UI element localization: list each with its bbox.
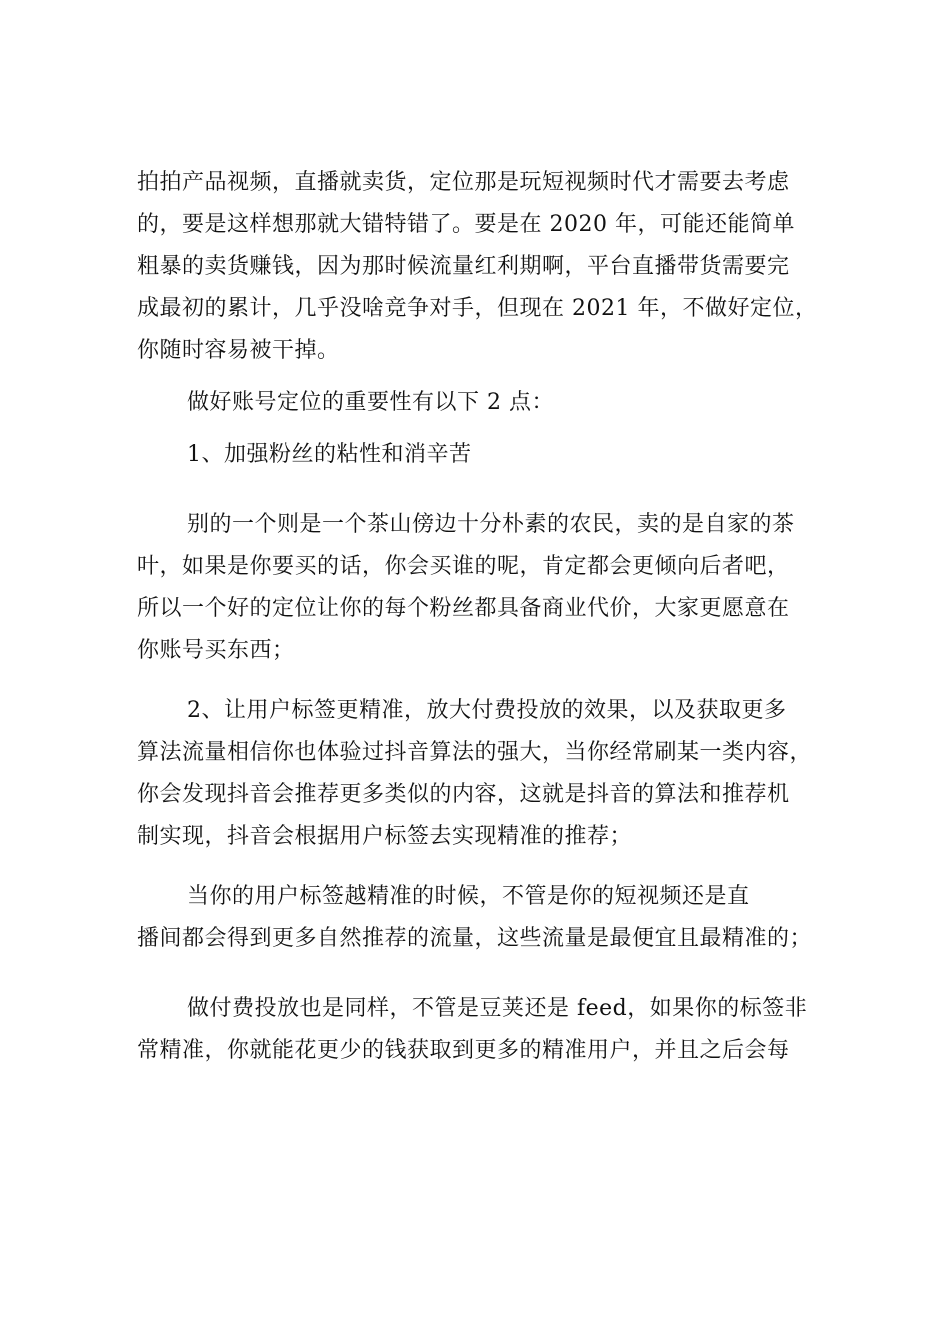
paragraph-importance — [137, 382, 841, 424]
paragraph-paid-ads — [137, 988, 841, 1072]
text-line: 当你的用户标签越精准的时候，不管是你的短视频还是直 — [187, 884, 750, 909]
text-line: 成最初的累计，几乎没啥竞争对手，但现在 2021 年，不做好定位， — [137, 296, 818, 321]
text-line: 播间都会得到更多自然推荐的流量，这些流量是最便宜且最精准的； — [137, 926, 813, 951]
text-line: 粗暴的卖货赚钱，因为那时候流量红利期啊，平台直播带货需要完 — [137, 254, 790, 279]
text-line: 制实现，抖音会根据用户标签去实现精准的推荐； — [137, 824, 633, 849]
text-line: 算法流量相信你也体验过抖音算法的强大，当你经常刷某一类内容， — [137, 740, 813, 765]
text-line: 的，要是这样想那就大错特错了。要是在 2020 年，可能还能简单 — [137, 212, 795, 237]
paragraph-example — [137, 504, 841, 672]
text-line: 你会发现抖音会推荐更多类似的内容，这就是抖音的算法和推荐机 — [137, 782, 790, 807]
text-line: 常精准，你就能花更少的钱获取到更多的精准用户，并且之后会每 — [137, 1038, 790, 1063]
text-line: 做付费投放也是同样，不管是豆荚还是 feed，如果你的标签非 — [187, 996, 808, 1021]
text-line: 2、让用户标签更精准，放大付费投放的效果，以及获取更多 — [187, 698, 787, 723]
text-line: 做好账号定位的重要性有以下 2 点： — [187, 390, 554, 415]
text-line: 所以一个好的定位让你的每个粉丝都具备商业代价，大家更愿意在 — [137, 596, 790, 621]
text-line: 拍拍产品视频，直播就卖货，定位那是玩短视频时代才需要去考虑 — [137, 170, 790, 195]
text-line: 你随时容易被干掉。 — [137, 338, 340, 363]
text-line: 别的一个则是一个茶山傍边十分朴素的农民，卖的是自家的茶 — [187, 512, 795, 537]
text-line: 你账号买东西； — [137, 638, 295, 663]
text-line: 1、加强粉丝的粘性和消辛苦 — [187, 442, 472, 467]
heading-point-1 — [137, 434, 841, 476]
paragraph-user-tags — [137, 876, 841, 960]
document-body — [137, 162, 841, 1072]
paragraph-point-2 — [137, 690, 841, 858]
paragraph-intro — [137, 162, 841, 372]
text-line: 叶，如果是你要买的话，你会买谁的呢，肯定都会更倾向后者吧， — [137, 554, 790, 579]
